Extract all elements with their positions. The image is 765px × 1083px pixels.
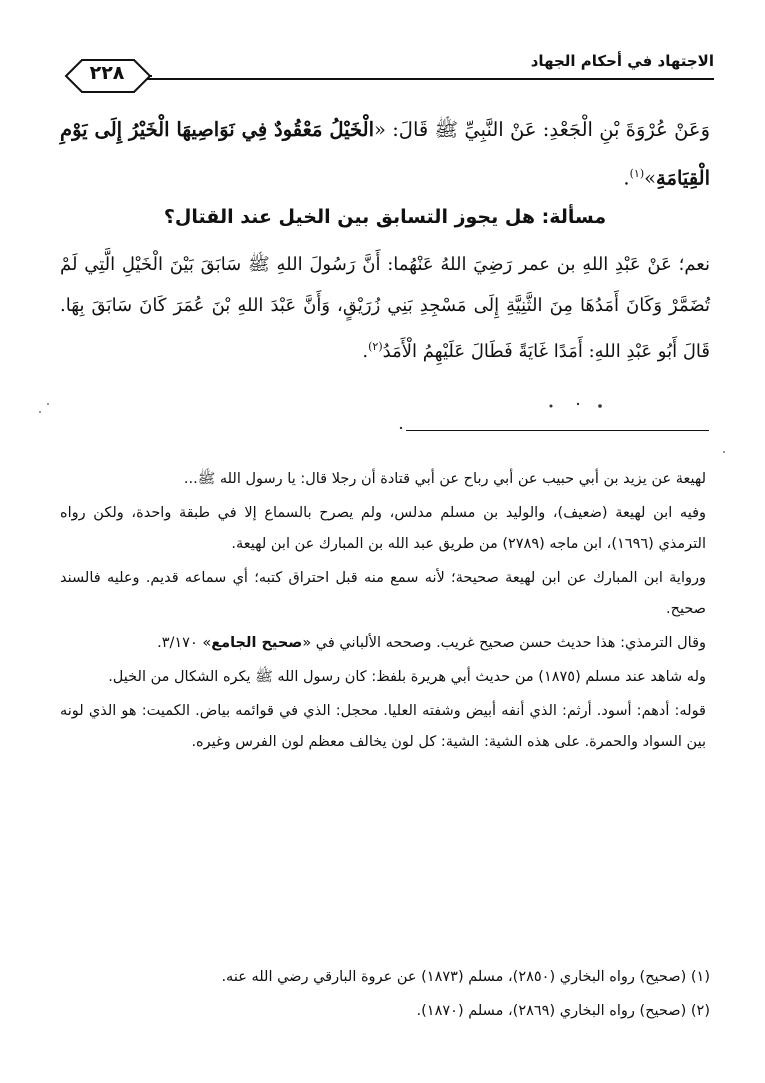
para1-end: . [623,166,630,190]
page-number: ٢٢٨ [89,62,125,84]
reference-notes [60,960,710,1028]
question-heading: مسألة: هل يجوز التسابق بين الخيل عند القتال؟ [163,206,607,228]
reference-1: (١) (صحيح) رواه البخاري (٢٨٥٠)، مسلم (١٨٧٣) عن عروة البارقي رضي الله عنه. [221,969,710,985]
para2-end: . [362,341,369,362]
footnote-separator [406,430,709,431]
footnote-para-5: وله شاهد عند مسلم (١٨٧٥) من حديث أبي هريرة بلفظ: كان رسول الله ﷺ يكره الشكال من الخيل. [108,669,706,685]
footnote-para-4-start: وقال الترمذي: هذا حديث حسن صحيح غريب. وصححه الألباني في « [302,635,706,651]
para2-text: نعم؛ عَنْ عَبْدِ اللهِ بن عمر رَضِيَ اللهُ عَنْهُما: أَنَّ رَسُولَ اللهِ ﷺ سَابَقَ بَيْنَ الْخَيْلِ الَّتِي لَمْ تُضَمَّرْ وَكَانَ أَمَدُهَا مِنَ الثَّنِيَّةِ إِلَى مَسْجِدِ بَنِي زُرَيْقٍ، وَأَنَّ عَبْدَ اللهِ بْنَ عُمَرَ كَانَ سَابَقَ بِهَا. قَالَ أَبُو عَبْدِ اللهِ: أَمَدًا غَايَةً فَطَالَ عَلَيْهِمُ الْأَمَدُ [60,254,710,362]
para1-intro: وَعَنْ عُرْوَةَ بْنِ الْجَعْدِ: عَنْ النَّبِيِّ ﷺ قَالَ: « [373,118,710,141]
footnote-para-2: وفيه ابن لهيعة (ضعيف)، والوليد بن مسلم مدلس، ولم يصرح بالسماع إلا في طبقة واحدة، ولكن رواه الترمذي (١٦٩٦)، ابن ماجه (٢٧٨٩) من طريق عبد الله بن المبارك عن ابن لهيعة. [60,505,706,552]
footnote-para-4-bold: صحيح الجامع [211,635,303,651]
footnote-para-4 [60,628,706,659]
footnote-continuation [60,464,706,761]
footnote-para-4-end: » ٣/١٧٠. [157,635,212,651]
footnote-para-6: قوله: أدهم: أسود. أرثم: الذي أنفه أبيض وشفته العليا. محجل: الذي في قوائمه بياض. الكميت: هو الذي لونه بين السواد والحمرة. على هذه الشية: الشية: كل لون يخالف معظم لون الفرس وغيره. [60,703,706,750]
running-title: الاجتهاد في أحكام الجهاد [530,52,714,70]
footnote-para-1: لهيعة عن يزيد بن أبي حبيب عن أبي رباح عن أبي قتادة أن رجلا قال: يا رسول الله ﷺ... [183,471,706,487]
reference-2: (٢) (صحيح) رواه البخاري (٢٨٦٩)، مسلم (١٨٧٠). [416,1003,710,1019]
para1-close-quote: » [644,166,657,190]
footnote-ref-1: (١) [629,167,645,180]
footnote-ref-2: (٢) [368,340,383,353]
para1-quote: الْخَيْلُ مَعْقُودٌ فِي نَوَاصِيهَا الْخَيْرُ إِلَى يَوْمِ الْقِيَامَةِ [60,118,710,190]
footnote-para-3: ورواية ابن المبارك عن ابن لهيعة صحيحة؛ لأنه سمع منه قبل احتراق كتبه؛ أي سماعه قديم. وعليه فالسند صحيح. [60,570,706,617]
